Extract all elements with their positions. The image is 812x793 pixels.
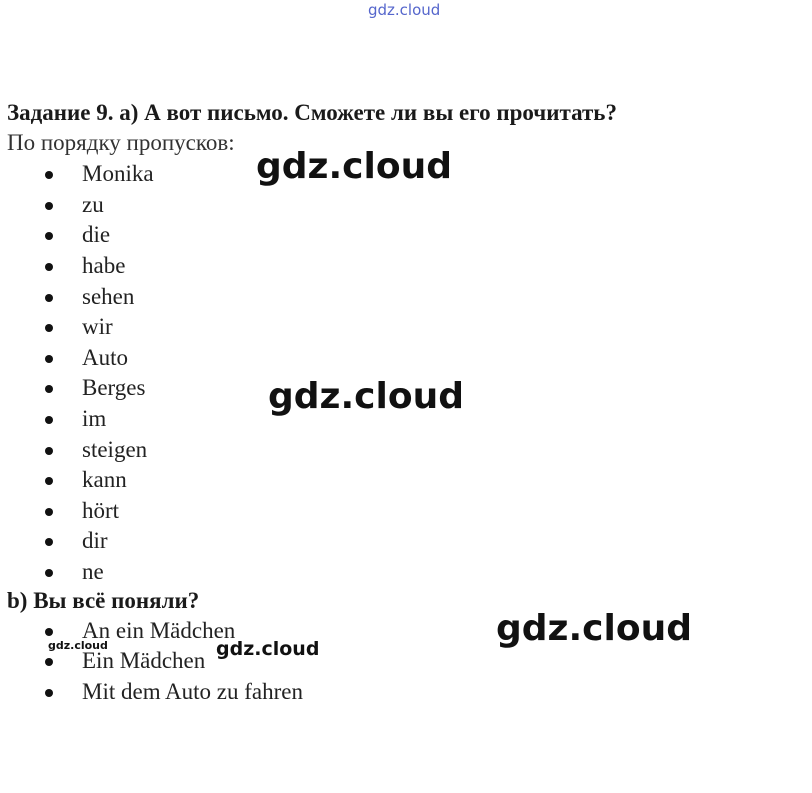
watermark-top: gdz.cloud — [368, 1, 441, 19]
list-item-text: sehen — [82, 284, 135, 309]
section-b-heading: b) Вы всё поняли? — [7, 588, 200, 613]
watermark: gdz.cloud — [496, 608, 692, 649]
list-item-text: dir — [82, 528, 108, 553]
list-item-text: Mit dem Auto zu fahren — [82, 679, 304, 704]
list-item-text: Ein Mädchen — [82, 648, 206, 673]
task-subheading: По порядку пропусков: — [7, 130, 235, 155]
list-item-text: ne — [82, 559, 104, 584]
bullet-icon — [45, 569, 53, 577]
bullet-icon — [45, 538, 53, 546]
bullet-icon — [45, 416, 53, 424]
list-item-text: Berges — [82, 375, 146, 400]
bullet-icon — [45, 628, 53, 636]
bullet-icon — [45, 171, 53, 179]
list-item-text: im — [82, 406, 107, 431]
bullet-icon — [45, 447, 53, 455]
bullet-icon — [45, 689, 53, 697]
bullet-icon — [45, 294, 53, 302]
bullet-icon — [45, 385, 53, 393]
list-item-text: hört — [82, 498, 120, 523]
task-heading: Задание 9. а) А вот письмо. Сможете ли вы его прочитать? — [7, 100, 617, 125]
bullet-icon — [45, 232, 53, 240]
bullet-icon — [45, 658, 53, 666]
list-item-text: die — [82, 222, 111, 247]
list-item-text: Monika — [82, 161, 154, 186]
bullet-icon — [45, 263, 53, 271]
list-item-text: steigen — [82, 437, 148, 462]
list-item-text: An ein Mädchen — [82, 618, 236, 643]
bullet-icon — [45, 355, 53, 363]
list-item-text: habe — [82, 253, 126, 278]
watermark: gdz.cloud — [216, 638, 320, 660]
list-item-text: zu — [82, 192, 104, 217]
watermark: gdz.cloud — [48, 639, 108, 652]
list-item-text: wir — [82, 314, 113, 339]
bullet-icon — [45, 324, 53, 332]
list-item-text: kann — [82, 467, 127, 492]
bullet-icon — [45, 202, 53, 210]
watermark: gdz.cloud — [256, 146, 452, 187]
watermark: gdz.cloud — [268, 376, 464, 417]
bullet-icon — [45, 508, 53, 516]
bullet-icon — [45, 477, 53, 485]
list-item-text: Auto — [82, 345, 128, 370]
